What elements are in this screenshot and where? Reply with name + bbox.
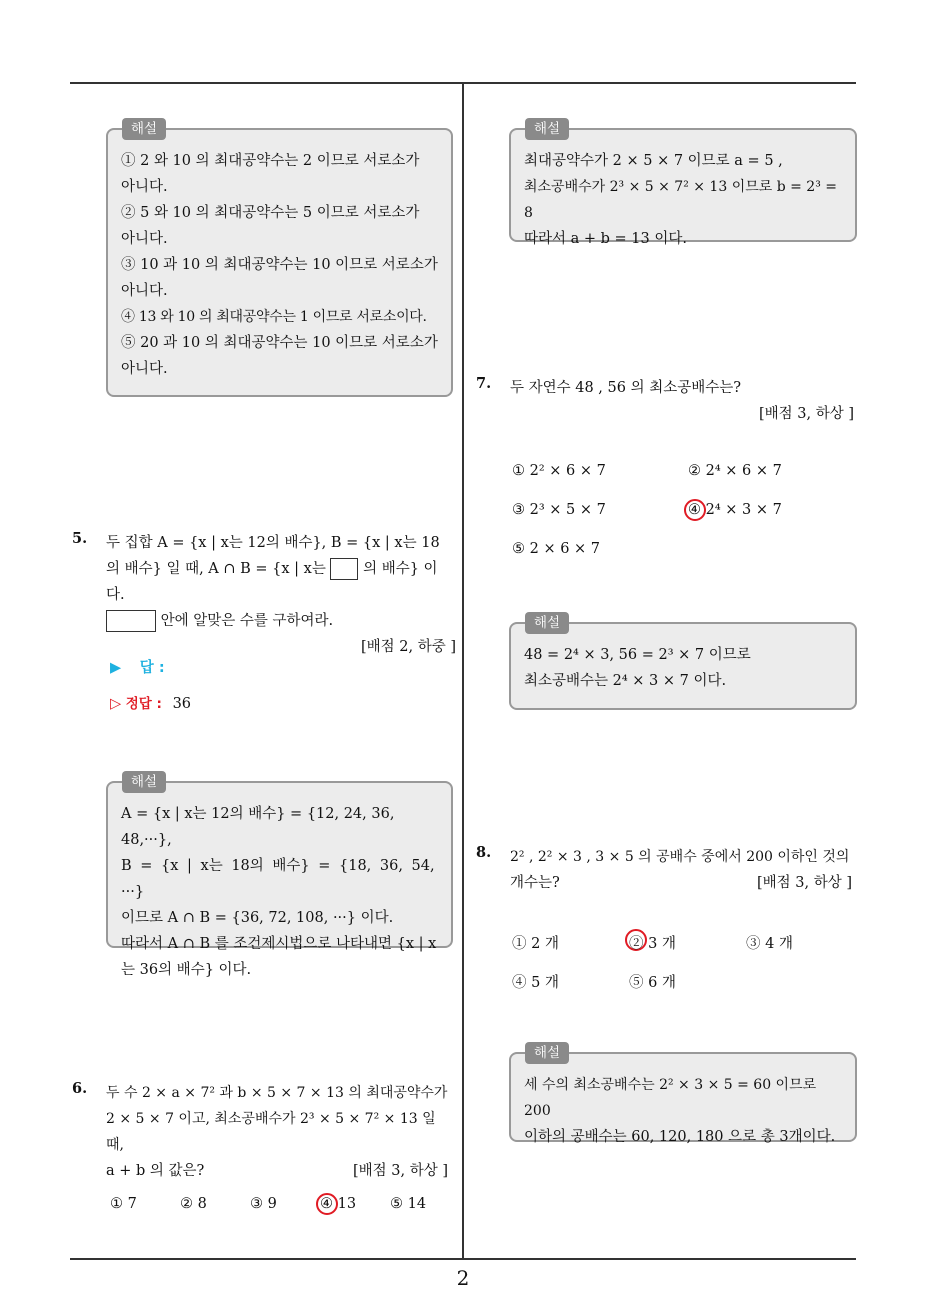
- column-divider: [462, 82, 464, 1259]
- solution-line: 따라서 a + b = 13 이다.: [524, 231, 687, 247]
- correct-value: 36: [172, 696, 192, 712]
- answer-label: 답 :: [139, 660, 165, 676]
- choice-1[interactable]: ① 2 개: [512, 936, 559, 952]
- choice-4[interactable]: ④ 2⁴ × 3 × 7: [688, 502, 782, 518]
- solution-line: 아니다.: [121, 231, 168, 247]
- solution-line: ③ 10 과 10 의 최대공약수는 10 이므로 서로소가: [121, 257, 438, 273]
- question-5-text: [106, 530, 456, 660]
- choice-4[interactable]: ④ 5 개: [512, 975, 559, 991]
- question-line: a + b 의 값은? [배점 3, 하상 ]: [106, 1158, 456, 1184]
- choice-5[interactable]: ⑤ 6 개: [629, 975, 676, 991]
- answer-line: [110, 656, 165, 677]
- page-number: 2: [456, 1266, 470, 1290]
- solution-line: 최소공배수가 2³ × 5 × 7² × 13 이므로 b = 2³ = 8: [524, 179, 838, 221]
- choice-2[interactable]: ② 8: [180, 1196, 207, 1212]
- choice-2[interactable]: ② 2⁴ × 6 × 7: [688, 463, 782, 479]
- solution-line: 이하의 공배수는 60, 120, 180 으로 총 3개이다.: [524, 1129, 836, 1145]
- question-7-text: [510, 375, 854, 427]
- solution-line: 이므로 A ∩ B = {36, 72, 108, ···} 이다.: [121, 910, 394, 926]
- choice-5[interactable]: ⑤ 2 × 6 × 7: [512, 541, 601, 557]
- answer-blank: [106, 610, 156, 632]
- solution-tag: 해설: [122, 118, 166, 140]
- solution-line: 세 수의 최소공배수는 2² × 3 × 5 = 60 이므로 200: [524, 1077, 817, 1119]
- solution-tag: 해설: [525, 1042, 569, 1064]
- solution-line: ① 2 와 10 의 최대공약수는 2 이므로 서로소가: [121, 153, 420, 169]
- choice-1[interactable]: ① 7: [110, 1196, 137, 1212]
- choice-4[interactable]: ④ 13: [320, 1196, 357, 1212]
- solution-line: 최소공배수는 2⁴ × 3 × 7 이다.: [524, 673, 727, 689]
- solution-tag: 해설: [525, 612, 569, 634]
- solution-line: B = {x | x는 18의 배수} = {18, 36, 54, ···}: [121, 858, 435, 900]
- question-line: 두 집합 A = {x | x는 12의 배수}, B = {x | x는 18: [106, 535, 440, 551]
- solution-box-q5: [106, 774, 453, 978]
- correct-label: 정답 :: [125, 696, 162, 712]
- bottom-rule: [70, 1258, 856, 1260]
- question-number: 6.: [72, 1080, 88, 1097]
- solution-tag: 해설: [525, 118, 569, 140]
- choice-2[interactable]: ② 3 개: [629, 936, 676, 952]
- choice-1[interactable]: ① 2² × 6 × 7: [512, 463, 606, 479]
- question-line: 안에 알맞은 수를 구하여라.: [106, 608, 456, 634]
- choice-3[interactable]: ③ 9: [250, 1196, 277, 1212]
- question-number: 7.: [476, 375, 492, 392]
- solution-box-q4: [106, 121, 453, 397]
- score-label: [배점 3, 하상 ]: [352, 1163, 448, 1179]
- question-line: 의 배수} 일 때, A ∩ B = {x | x는 의 배수} 이다.: [106, 556, 456, 608]
- question-line: 개수는? [배점 3, 하상 ]: [510, 870, 860, 896]
- question-line: 2 × 5 × 7 이고, 최소공배수가 2³ × 5 × 7² × 13 일 때,: [106, 1111, 436, 1153]
- solution-box-q8: [509, 1045, 857, 1145]
- correct-answer-line: [110, 692, 191, 712]
- solution-line: 아니다.: [121, 361, 168, 377]
- triangle-icon: ▷: [110, 696, 122, 712]
- question-line: 2² , 2² × 3 , 3 × 5 의 공배수 중에서 200 이하인 것의: [510, 849, 850, 865]
- score-label: [배점 3, 하상 ]: [758, 406, 854, 422]
- solution-line: ④ 13 와 10 의 최대공약수는 1 이므로 서로소이다.: [121, 309, 427, 325]
- choice-5[interactable]: ⑤ 14: [390, 1196, 427, 1212]
- solution-line: 아니다.: [121, 179, 168, 195]
- solution-line: 따라서 A ∩ B 를 조건제시법으로 나타내면 {x | x: [121, 936, 437, 952]
- question-line: 두 자연수 48 , 56 의 최소공배수는?: [510, 380, 742, 396]
- solution-line: 48 = 2⁴ × 3, 56 = 2³ × 7 이므로: [524, 647, 751, 663]
- play-icon: ▶: [110, 660, 122, 676]
- score-label: [배점 3, 하상 ]: [756, 875, 852, 891]
- choice-3[interactable]: ③ 4 개: [746, 936, 793, 952]
- answer-blank: [330, 558, 358, 580]
- solution-line: ② 5 와 10 의 최대공약수는 5 이므로 서로소가: [121, 205, 420, 221]
- question-6-text: [106, 1080, 456, 1184]
- solution-line: 최대공약수가 2 × 5 × 7 이므로 a = 5 ,: [524, 153, 783, 169]
- solution-line: ⑤ 20 과 10 의 최대공약수는 10 이므로 서로소가: [121, 335, 438, 351]
- score-label: [배점 2, 하중 ]: [360, 639, 456, 655]
- question-number: 5.: [72, 530, 88, 547]
- question-line: 두 수 2 × a × 7² 과 b × 5 × 7 × 13 의 최대공약수가: [106, 1085, 448, 1101]
- question-8-text: [510, 844, 860, 896]
- question-number: 8.: [476, 844, 492, 861]
- solution-box-q7: [509, 615, 857, 710]
- solution-line: 아니다.: [121, 283, 168, 299]
- solution-line: 는 36의 배수} 이다.: [121, 962, 252, 978]
- solution-tag: 해설: [122, 771, 166, 793]
- solution-box-q6: [509, 121, 857, 247]
- choice-3[interactable]: ③ 2³ × 5 × 7: [512, 502, 606, 518]
- solution-line: A = {x | x는 12의 배수} = {12, 24, 36, 48,···},: [121, 806, 395, 848]
